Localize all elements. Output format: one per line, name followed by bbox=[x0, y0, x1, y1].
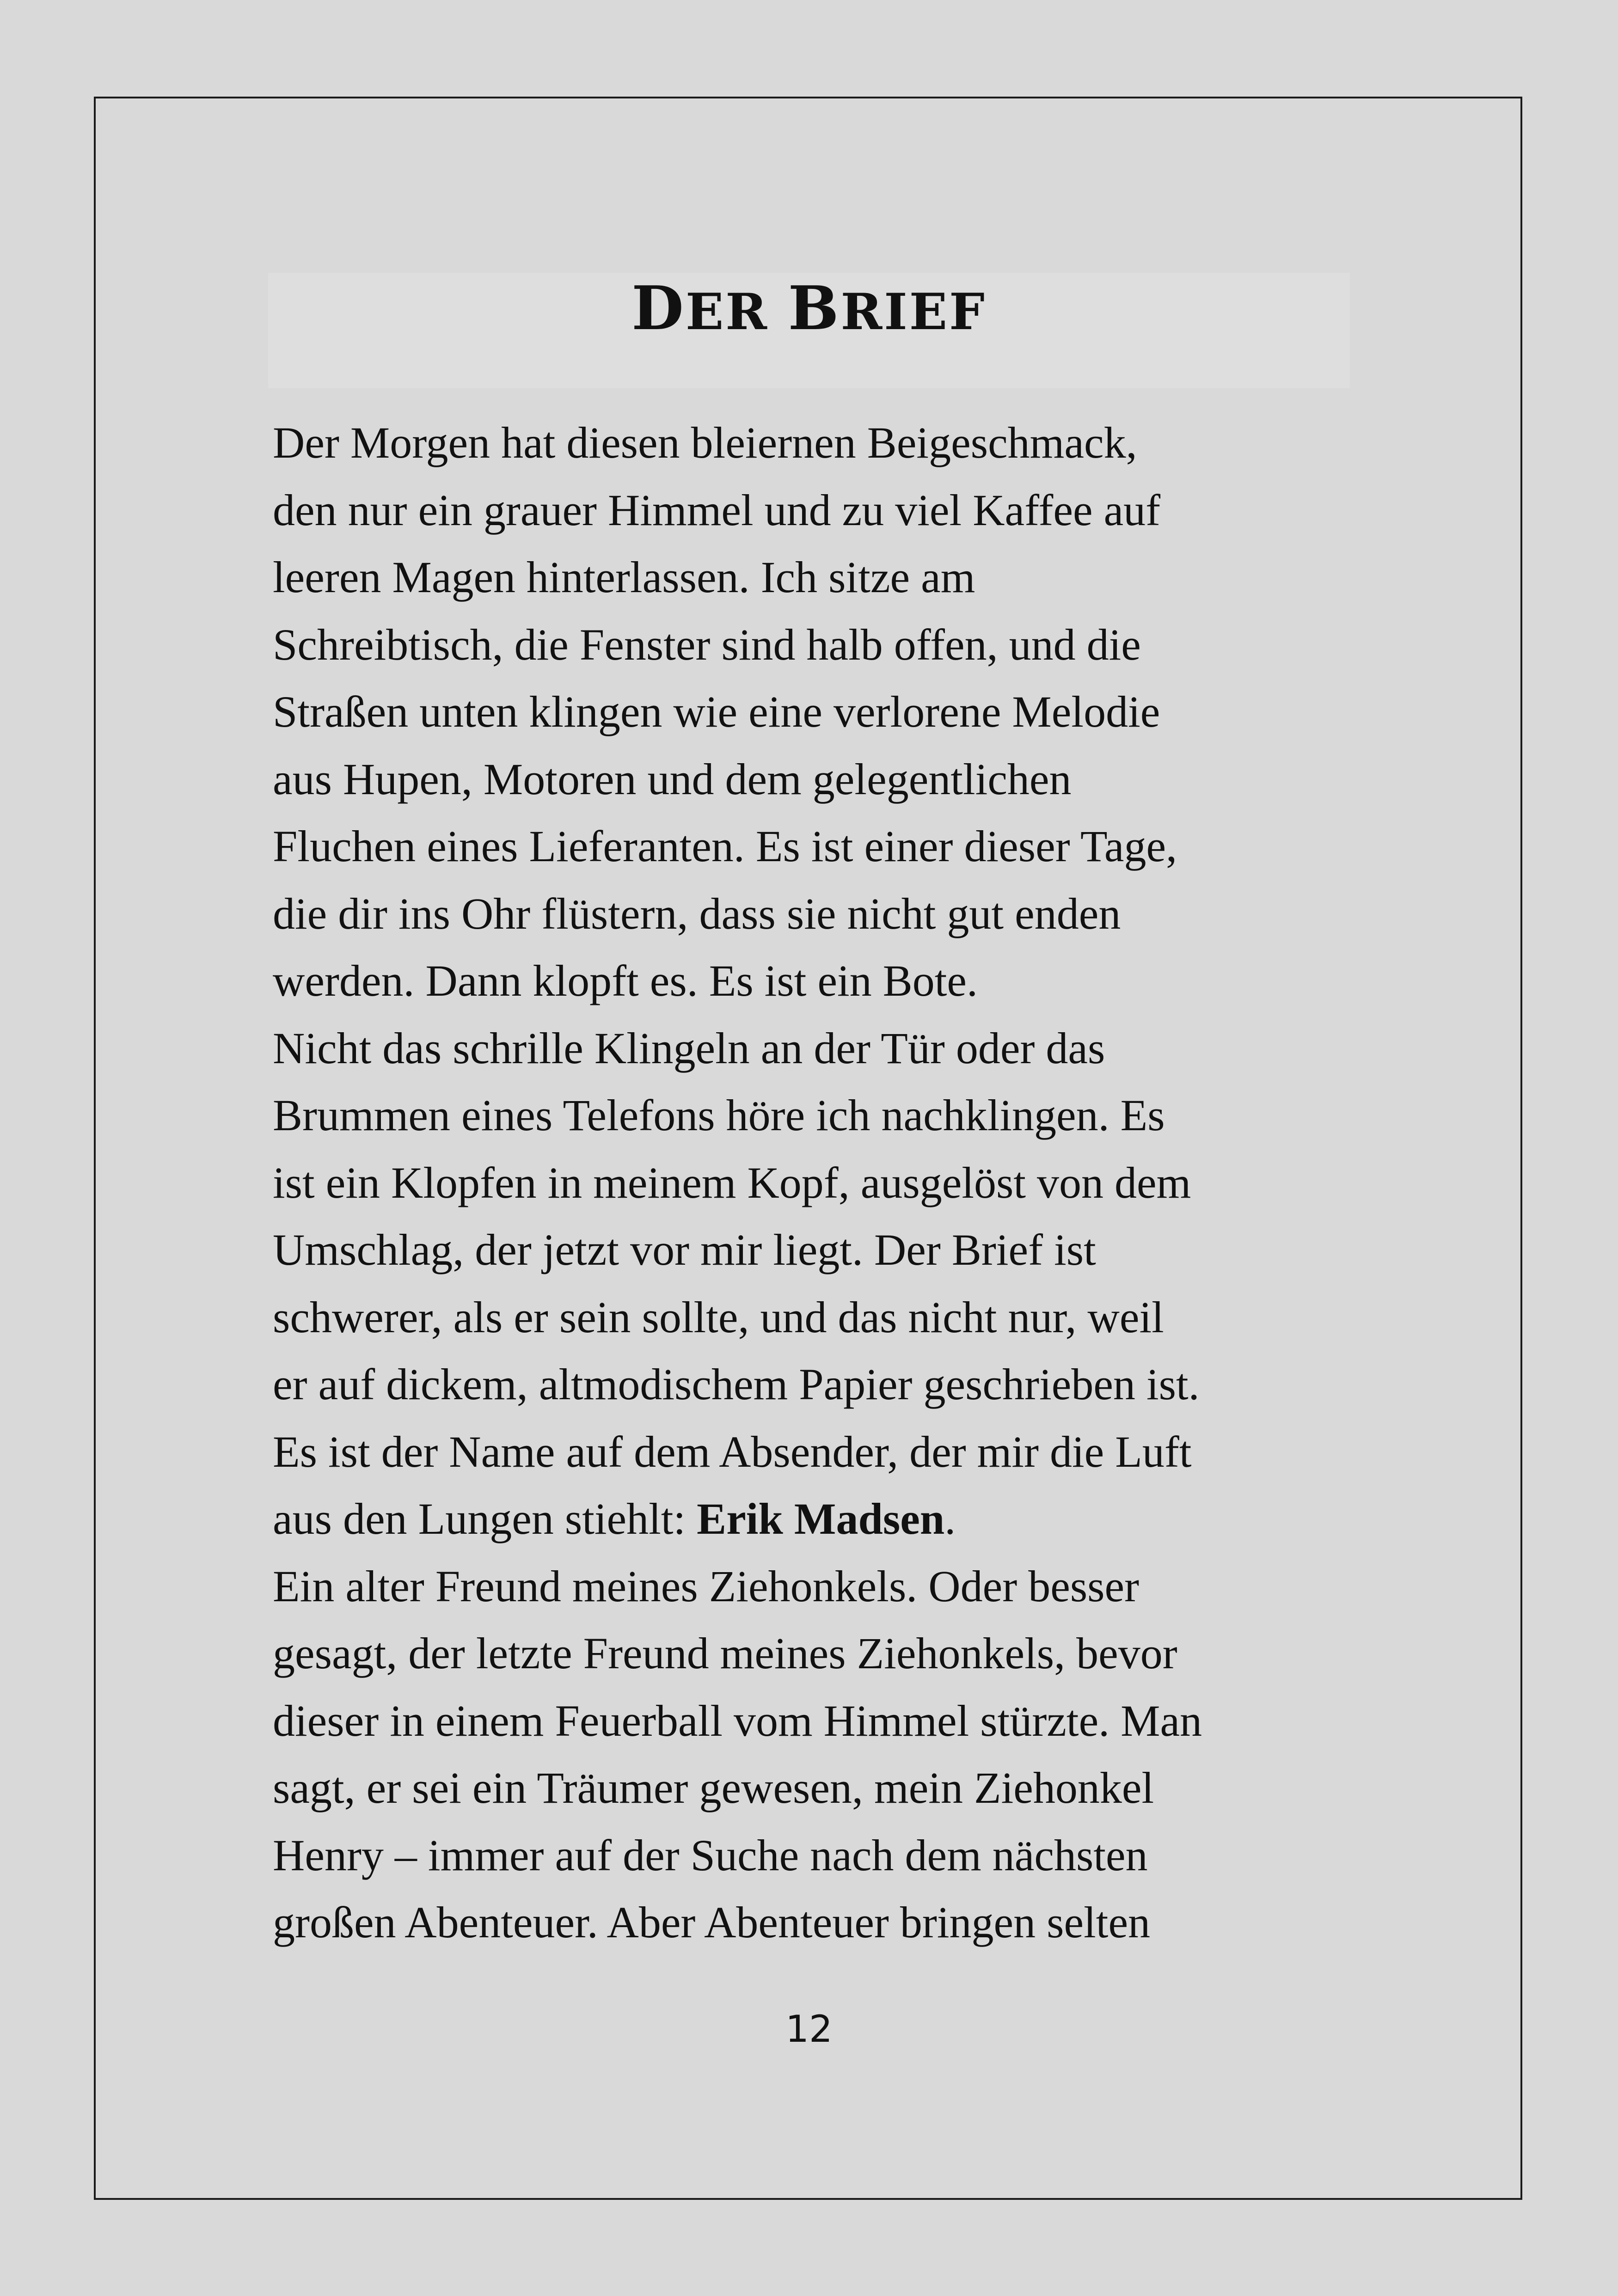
text-line: leeren Magen hinterlassen. Ich sitze am bbox=[273, 552, 975, 602]
text-line: ist ein Klopfen in meinem Kopf, ausgelöst von dem bbox=[273, 1157, 1191, 1207]
paragraph-2 bbox=[273, 1015, 1354, 1553]
text-line: großen Abenteuer. Aber Abenteuer bringen selten bbox=[273, 1898, 1151, 1947]
text-line: Straßen unten klingen wie eine verlorene Melodie bbox=[273, 687, 1160, 736]
text-line: den nur ein grauer Himmel und zu viel Kaffee auf bbox=[273, 485, 1161, 535]
text-line: Umschlag, der jetzt vor mir liegt. Der Brief ist bbox=[273, 1225, 1096, 1274]
text-line: werden. Dann klopft es. Es ist ein Bote. bbox=[273, 956, 978, 1005]
sender-name: Erik Madsen bbox=[697, 1494, 945, 1543]
text-line: Fluchen eines Lieferanten. Es ist einer dieser Tage, bbox=[273, 821, 1177, 871]
text-line: Es ist der Name auf dem Absender, der mir die Luft bbox=[273, 1427, 1192, 1476]
text-line: er auf dickem, altmodischem Papier geschrieben ist. bbox=[273, 1359, 1200, 1409]
text-line: die dir ins Ohr flüstern, dass sie nicht gut enden bbox=[273, 888, 1121, 938]
text-line: Henry – immer auf der Suche nach dem nächsten bbox=[273, 1830, 1148, 1880]
text-line: Schreibtisch, die Fenster sind halb offen, und die bbox=[273, 619, 1141, 669]
text-line: Brummen eines Telefons höre ich nachklingen. Es bbox=[273, 1090, 1165, 1140]
text-line: dieser in einem Feuerball vom Himmel stürzte. Man bbox=[273, 1696, 1202, 1745]
text-fragment: aus den Lungen stiehlt: bbox=[273, 1494, 697, 1543]
text-line: gesagt, der letzte Freund meines Ziehonkels, bevor bbox=[273, 1629, 1177, 1678]
text-line: Ein alter Freund meines Ziehonkels. Oder besser bbox=[273, 1561, 1140, 1611]
paragraph-1 bbox=[273, 409, 1354, 1015]
chapter-body bbox=[273, 409, 1354, 1956]
text-line: Der Morgen hat diesen bleiernen Beigeschmack, bbox=[273, 418, 1137, 467]
paragraph-3 bbox=[273, 1553, 1354, 1956]
text-line: Nicht das schrille Klingeln an der Tür oder das bbox=[273, 1023, 1105, 1073]
text-line: schwerer, als er sein sollte, und das nicht nur, weil bbox=[273, 1292, 1164, 1342]
page-number: 12 bbox=[785, 2008, 833, 2051]
chapter-title: DER BRIEF bbox=[631, 273, 987, 343]
text-line: sagt, er sei ein Träumer gewesen, mein Ziehonkel bbox=[273, 1763, 1154, 1812]
text-line-with-name bbox=[273, 1485, 1354, 1553]
text-fragment: . bbox=[944, 1494, 956, 1543]
text-line: aus Hupen, Motoren und dem gelegentlichen bbox=[273, 754, 1072, 804]
